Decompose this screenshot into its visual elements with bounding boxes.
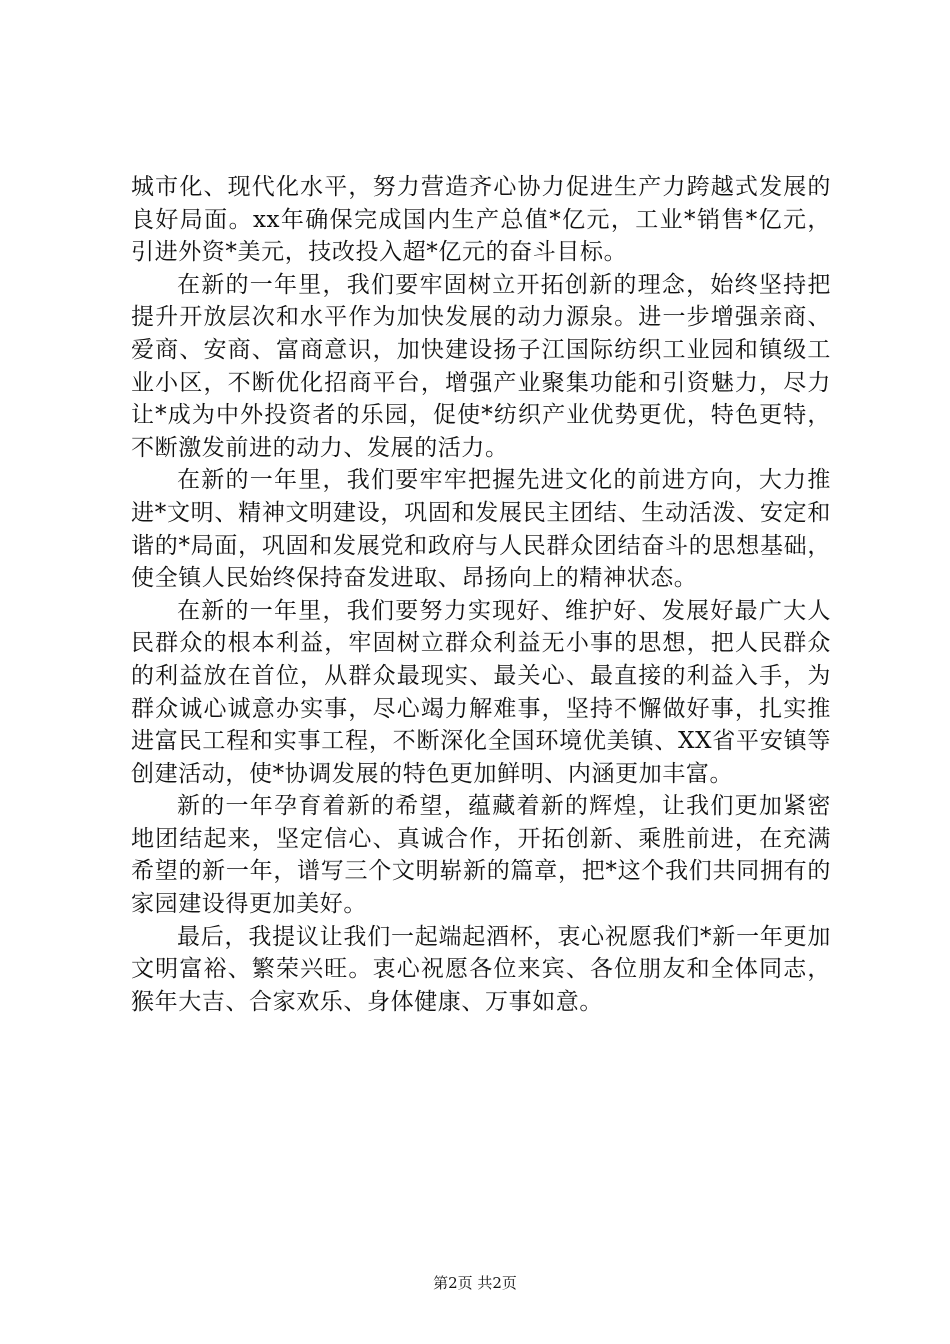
paragraph-6: 最后，我提议让我们一起端起酒杯，衷心祝愿我们*新一年更加文明富裕、繁荣兴旺。衷心祝愿各位来宾、各位朋友和全体同志，猴年大吉、合家欢乐、身体健康、万事如意。	[131, 923, 831, 1015]
document-body	[131, 171, 831, 1018]
page-footer: 第2页 共2页	[433, 1274, 517, 1292]
paragraph-3: 在新的一年里，我们要牢牢把握先进文化的前进方向，大力推进*文明、精神文明建设，巩固和发展民主团结、生动活泼、安定和谐的*局面，巩固和发展党和政府与人民群众团结奋斗的思想基础，使全镇人民始终保持奋发进取、昂扬向上的精神状态。	[131, 467, 831, 592]
paragraph-5: 新的一年孕育着新的希望，蕴藏着新的辉煌，让我们更加紧密地团结起来，坚定信心、真诚合作，开拓创新、乘胜前进，在充满希望的新一年，谱写三个文明崭新的篇章，把*这个我们共同拥有的家园建设得更加美好。	[131, 793, 831, 918]
paragraph-1: 城市化、现代化水平，努力营造齐心协力促进生产力跨越式发展的良好局面。xx年确保完成国内生产总值*亿元，工业*销售*亿元，引进外资*美元，技改投入超*亿元的奋斗目标。	[131, 174, 831, 266]
paragraph-4: 在新的一年里，我们要努力实现好、维护好、发展好最广大人民群众的根本利益，牢固树立群众利益无小事的思想，把人民群众的利益放在首位，从群众最现实、最关心、最直接的利益入手，为群众诚心诚意办实事，尽心竭力解难事，坚持不懈做好事，扎实推进富民工程和实事工程，不断深化全国环境优美镇、XX省平安镇等创建活动，使*协调发展的特色更加鲜明、内涵更加丰富。	[131, 597, 831, 787]
paragraph-2: 在新的一年里，我们要牢固树立开拓创新的理念，始终坚持把提升开放层次和水平作为加快发展的动力源泉。进一步增强亲商、爱商、安商、富商意识，加快建设扬子江国际纺织工业园和镇级工业小区，不断优化招商平台，增强产业聚集功能和引资魅力，尽力让*成为中外投资者的乐园，促使*纺织产业优势更优，特色更特，不断激发前进的动力、发展的活力。	[131, 271, 831, 461]
